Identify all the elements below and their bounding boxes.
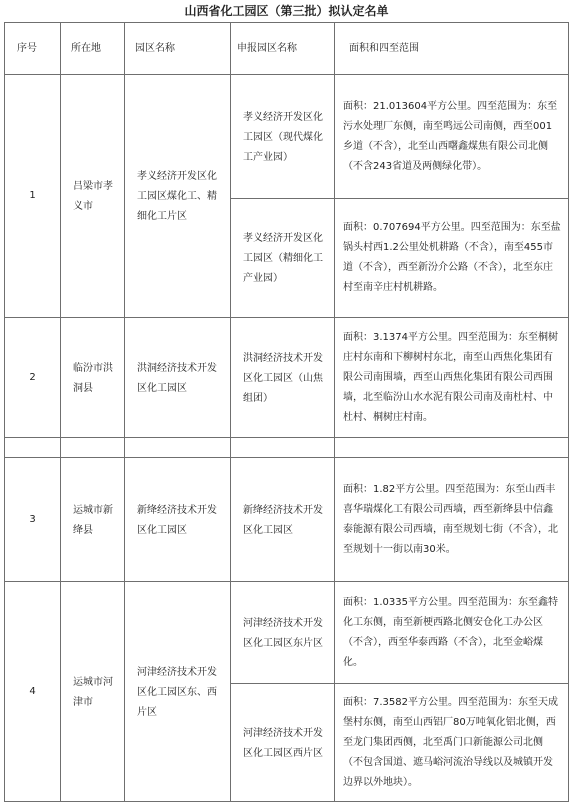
row-seq: 2	[5, 318, 61, 438]
header-seq: 序号	[5, 23, 61, 75]
spacer-row	[5, 438, 569, 458]
row-seq: 4	[5, 582, 61, 802]
row-park-name: 孝义经济开发区化工园区煤化工、精细化工片区	[125, 75, 231, 318]
row-declared-name: 孝义经济开发区化工园区（精细化工产业园）	[231, 199, 335, 318]
row-area-range: 面积：3.1374平方公里。四至范围为：东至桐树庄村东南和下柳树村东北，南至山西焦化集团有限公司南围墙，西至山西焦化集团有限公司西围墙，北至临汾山水水泥有限公司南及南杜村、中杜村、桐树庄村南。	[335, 318, 569, 438]
row-seq: 3	[5, 458, 61, 582]
row-location: 运城市河津市	[61, 582, 125, 802]
row-area-range: 面积：7.3582平方公里。四至范围为：东至天成堡村东侧，南至山西铝厂80万吨氧化铝北侧，西至龙门集团西侧，北至禹门口新能源公司北侧（不包含国道、遮马峪河流治导线以及城镇开发边界以外地块）。	[335, 684, 569, 802]
row-park-name: 新绛经济技术开发区化工园区	[125, 458, 231, 582]
header-area-range: 面积和四至范围	[335, 23, 569, 75]
park-list-table	[4, 22, 569, 802]
header-park-name: 园区名称	[125, 23, 231, 75]
row-location: 临汾市洪洞县	[61, 318, 125, 438]
row-declared-name: 洪洞经济技术开发区化工园区（山焦组团）	[231, 318, 335, 438]
row-location: 吕梁市孝义市	[61, 75, 125, 318]
row-location: 运城市新绛县	[61, 458, 125, 582]
row-declared-name: 新绛经济技术开发区化工园区	[231, 458, 335, 582]
row-area-range: 面积：21.013604平方公里。四至范围为：东至污水处理厂东侧，南至鸣远公司南侧，西至001乡道（不含），北至山西曙鑫煤焦有限公司北侧（不含243省道及两侧绿化带）。	[335, 75, 569, 199]
table-row	[5, 75, 569, 199]
row-park-name: 河津经济技术开发区化工园区东、西片区	[125, 582, 231, 802]
header-location: 所在地	[61, 23, 125, 75]
row-area-range: 面积：1.0335平方公里。四至范围为：东至鑫特化工东侧，南至新梗西路北侧安仓化工办公区（不含），西至华泰西路（不含），北至金峪煤化。	[335, 582, 569, 684]
header-declared-name: 申报园区名称	[231, 23, 335, 75]
row-declared-name: 河津经济技术开发区化工园区西片区	[231, 684, 335, 802]
page-title: 山西省化工园区（第三批）拟认定名单	[184, 4, 389, 18]
table-row	[5, 582, 569, 684]
row-area-range: 面积：1.82平方公里。四至范围为：东至山西丰喜华瑞煤化工有限公司西墙，西至新绛县中信鑫泰能源有限公司西墙，南至规划七街（不含），北至规划十一街以南30米。	[335, 458, 569, 582]
row-seq: 1	[5, 75, 61, 318]
header-row	[5, 23, 569, 75]
row-declared-name: 河津经济技术开发区化工园区东片区	[231, 582, 335, 684]
row-park-name: 洪洞经济技术开发区化工园区	[125, 318, 231, 438]
row-declared-name: 孝义经济开发区化工园区（现代煤化工产业园）	[231, 75, 335, 199]
row-area-range: 面积：0.707694平方公里。四至范围为：东至盐锅头村西1.2公里处机耕路（不含），南至455市道（不含），西至新汾介公路（不含），北至东庄村至南辛庄村机耕路。	[335, 199, 569, 318]
table-row	[5, 318, 569, 438]
table-row	[5, 458, 569, 582]
